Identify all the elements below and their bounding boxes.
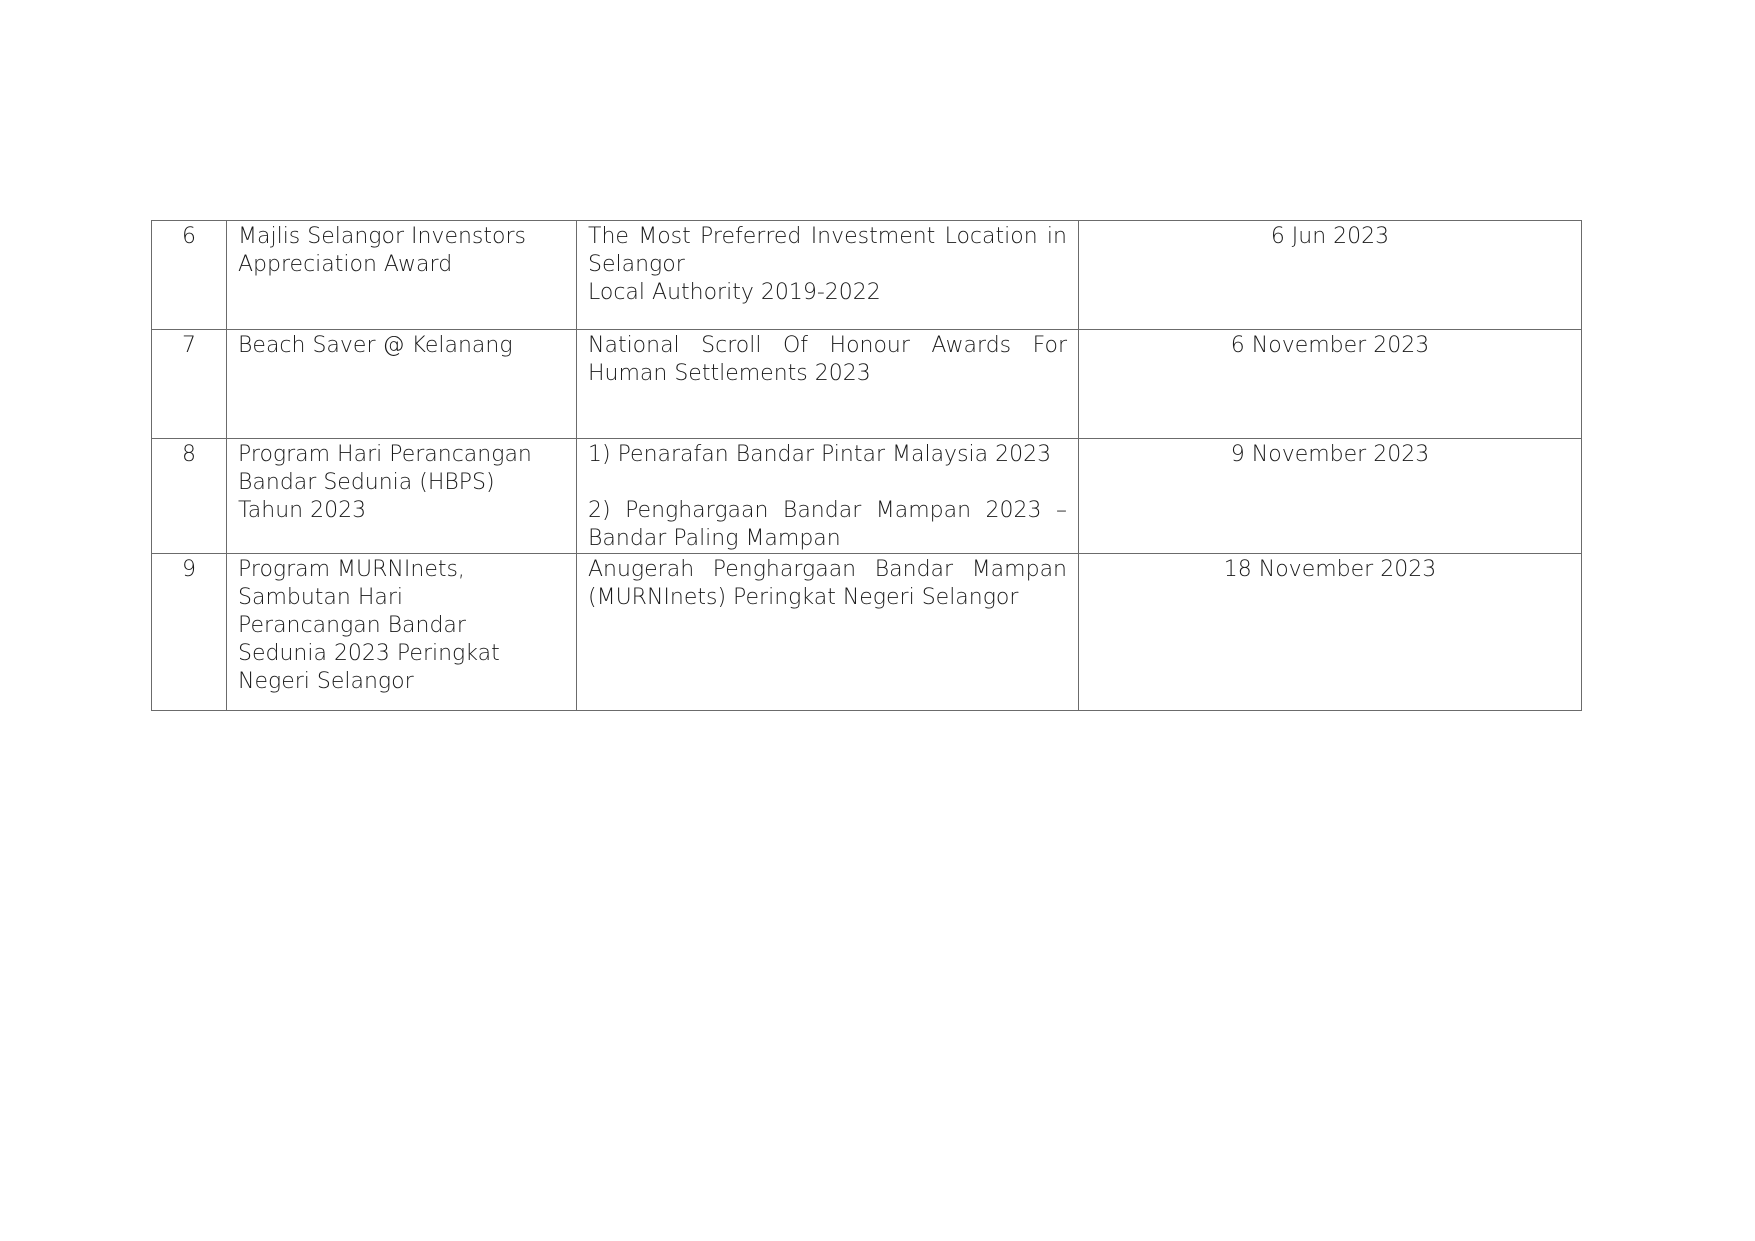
programme-line: Perancangan Bandar [238,613,466,638]
award-line: National Scroll Of Honour Awards For [588,333,1067,358]
programme-line: Program MURNInets, [238,557,465,582]
programme-cell [227,554,577,711]
date-cell: 18 November 2023 [1079,554,1582,711]
paragraph-gap [588,469,1067,497]
awards-table [151,220,1582,711]
award-cell [577,554,1079,711]
row-number: 9 [152,554,227,711]
programme-line: Bandar Sedunia (HBPS) [238,470,495,495]
programme-cell [227,221,577,330]
row-number: 7 [152,330,227,439]
programme-line: Tahun 2023 [238,498,367,523]
row-number: 6 [152,221,227,330]
award-cell [577,330,1079,439]
table-row [152,221,1582,330]
programme-line: Sambutan Hari [238,585,404,610]
programme-cell [227,439,577,554]
programme-line: Sedunia 2023 Peringkat [238,641,500,666]
award-line: Anugerah Penghargaan Bandar Mampan [588,557,1067,582]
award-line: Bandar Paling Mampan [588,526,841,551]
table-row [152,330,1582,439]
award-line: 2) Penghargaan Bandar Mampan 2023 – [588,498,1067,523]
date-cell: 9 November 2023 [1079,439,1582,554]
programme-line: Appreciation Award [238,252,453,277]
date-cell: 6 November 2023 [1079,330,1582,439]
award-line: 1) Penarafan Bandar Pintar Malaysia 2023 [588,442,1052,467]
table-row [152,554,1582,711]
award-line: (MURNInets) Peringkat Negeri Selangor [588,585,1019,610]
award-cell [577,439,1079,554]
programme-line: Program Hari Perancangan [238,442,532,467]
programme-cell [227,330,577,439]
award-line: Human Settlements 2023 [588,361,871,386]
award-line: The Most Preferred Investment Location in [588,224,1067,249]
date-cell: 6 Jun 2023 [1079,221,1582,330]
programme-line: Majlis Selangor Invenstors [238,224,526,249]
award-line: Selangor [588,252,685,277]
programme-line: Negeri Selangor [238,669,414,694]
award-cell [577,221,1079,330]
programme-line: Beach Saver @ Kelanang [238,333,513,358]
award-line: Local Authority 2019-2022 [588,280,881,305]
table-row [152,439,1582,554]
row-number: 8 [152,439,227,554]
